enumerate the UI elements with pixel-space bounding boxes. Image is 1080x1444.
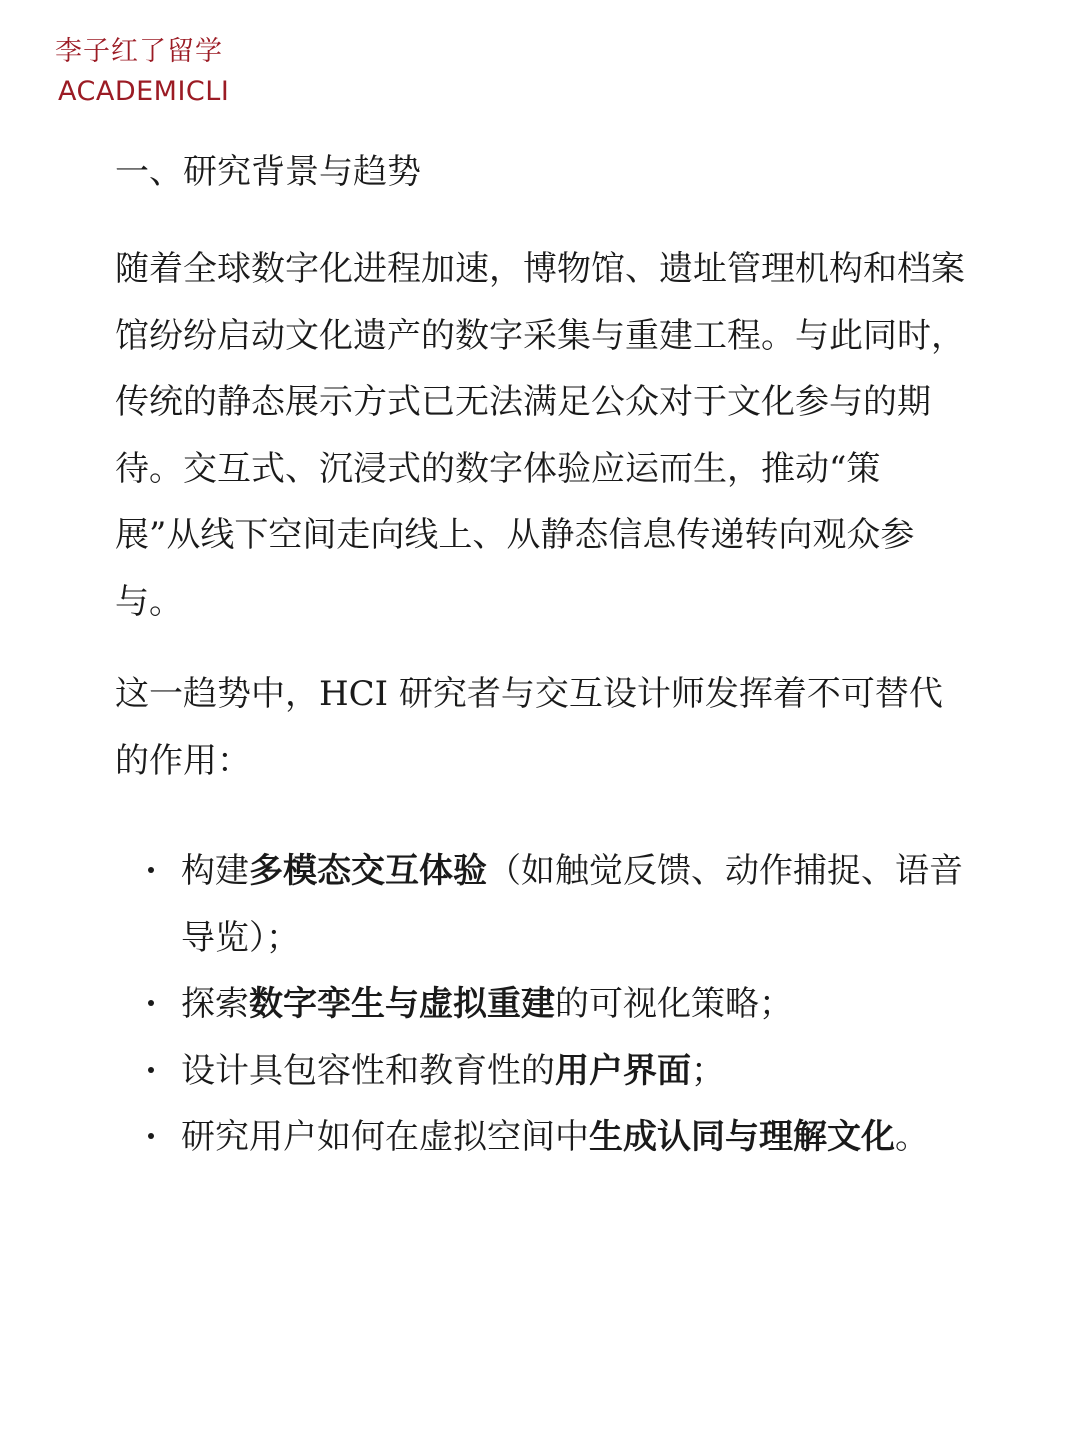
bullet-dot-icon	[148, 867, 154, 873]
list-item-text-bold: 用户界面	[555, 1050, 691, 1091]
article-content	[115, 146, 965, 1171]
bullet-dot-icon	[148, 1133, 154, 1139]
list-item-text-pre: 研究用户如何在虚拟空间中	[181, 1117, 589, 1157]
section-heading: 一、研究背景与趋势	[115, 152, 421, 192]
list-item-text-bold: 数字孪生与虚拟重建	[249, 984, 555, 1024]
role-list	[115, 838, 965, 1171]
brand-watermark	[55, 34, 229, 110]
brand-name-en: ACADEMICLI	[58, 76, 230, 107]
bullet-dot-icon	[148, 1000, 154, 1006]
list-item-text-bold: 多模态交互体验	[249, 851, 487, 891]
list-item	[115, 838, 965, 971]
list-item-text-post: 的可视化策略；	[555, 984, 793, 1024]
paragraph-trend-intro: 这一趋势中，HCI 研究者与交互设计师发挥着不可替代的作用：	[115, 674, 943, 781]
brand-name-cn: 李子红了留学	[55, 36, 223, 67]
list-item-text-pre: 设计具包容性和教育性的	[181, 1050, 555, 1091]
list-item	[115, 1104, 965, 1171]
list-item-text-pre: 探索	[181, 984, 249, 1024]
paragraph-background: 随着全球数字化进程加速，博物馆、遗址管理机构和档案馆纷纷启动文化遗产的数字采集与重建工程。与此同时，传统的静态展示方式已无法满足公众对于文化参与的期待。交互式、沉浸式的数字体验应运而生，推动“策展”从线下空间走向线上、从静态信息传递转向观众参与。	[115, 249, 965, 622]
list-item-text-post: （如触觉反馈、动作捕捉、语音导览）；	[181, 851, 963, 958]
bullet-dot-icon	[148, 1067, 154, 1073]
list-item	[115, 971, 965, 1038]
list-item-text-post: 。	[895, 1117, 929, 1157]
list-item-text-pre: 构建	[181, 851, 249, 891]
list-item-text-bold: 生成认同与理解文化	[589, 1117, 895, 1157]
list-item-text-post: ；	[691, 1050, 725, 1091]
list-item	[115, 1038, 965, 1105]
